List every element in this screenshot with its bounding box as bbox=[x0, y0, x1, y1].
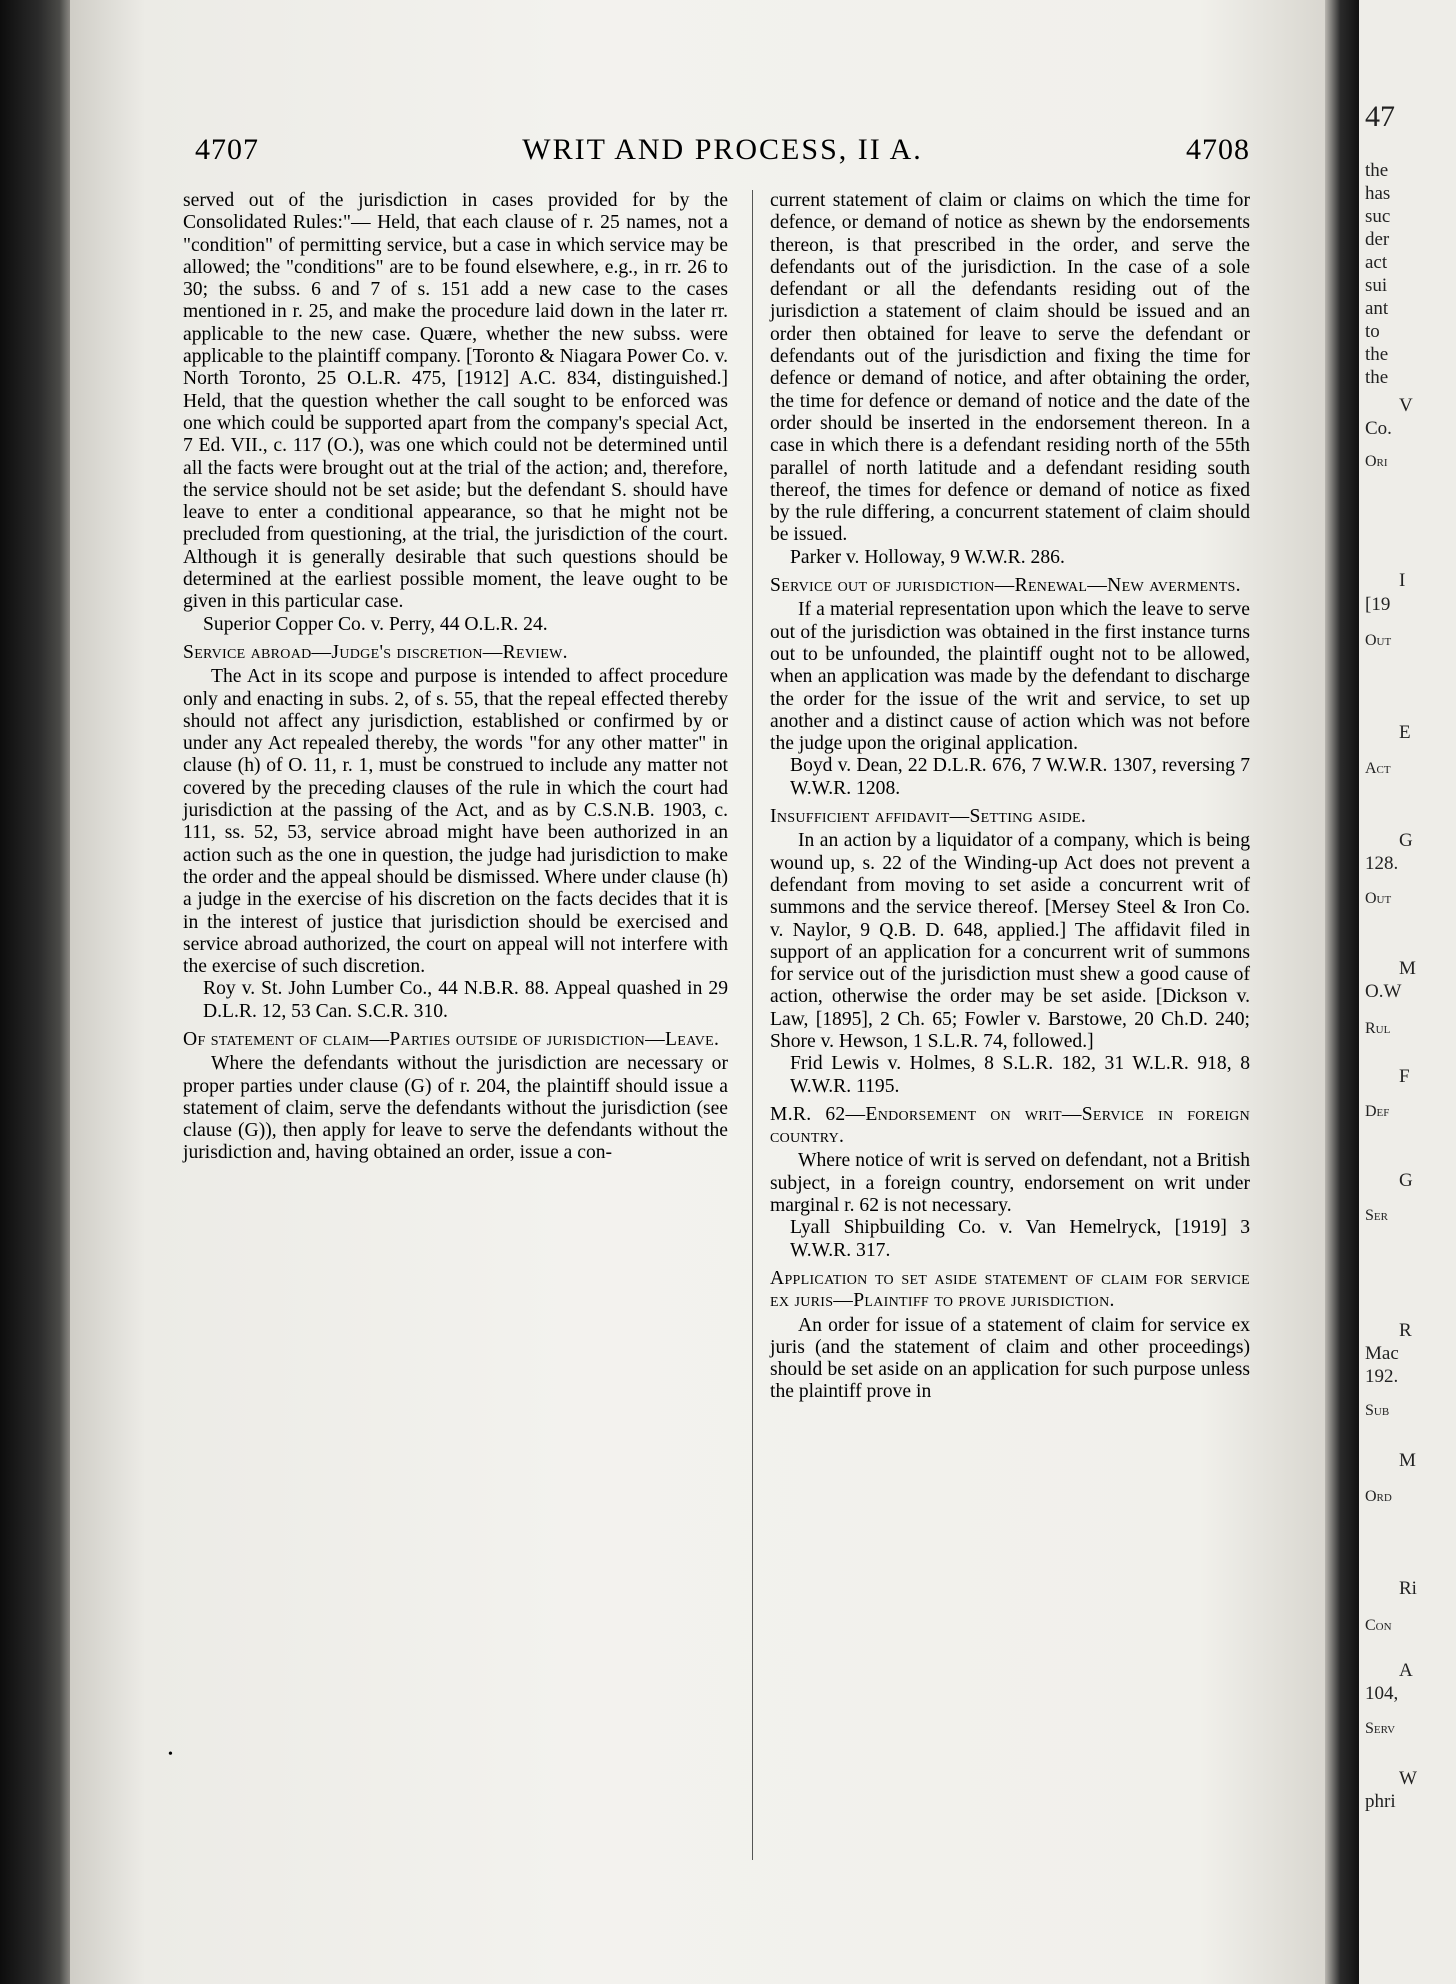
facing-fragment: der bbox=[1365, 229, 1390, 250]
paragraph: Where notice of writ is served on defendant, not a British subject, in a foreign country, endorsement on writ under marginal r. 62 is not necessary. bbox=[770, 1150, 1250, 1217]
section-heading: M.R. 62—Endorsement on writ—Service in foreign country. bbox=[770, 1103, 1250, 1148]
facing-fragment: E bbox=[1399, 722, 1411, 743]
facing-fragment: the bbox=[1365, 160, 1389, 181]
left-column bbox=[183, 190, 728, 1165]
case-citation: Lyall Shipbuilding Co. v. Van Hemelryck, [1919] 3 W.W.R. 317. bbox=[790, 1217, 1250, 1261]
facing-fragment: sui bbox=[1365, 275, 1388, 296]
facing-fragment: Sub bbox=[1365, 1402, 1390, 1419]
case-citation: Parker v. Holloway, 9 W.W.R. 286. bbox=[790, 546, 1065, 568]
facing-fragment: M bbox=[1399, 1450, 1416, 1471]
facing-fragment: Serv bbox=[1365, 1720, 1396, 1737]
facing-fragment: Rul bbox=[1365, 1020, 1391, 1037]
facing-fragment: Out bbox=[1365, 890, 1392, 907]
section-heading: Service out of jurisdiction—Renewal—New averments. bbox=[770, 575, 1241, 597]
paragraph: An order for issue of a statement of claim for service ex juris (and the statement of claim and other proceedings) should be set aside on an application for such purpose unless the plaintiff prove in bbox=[770, 1314, 1250, 1403]
page-number-right: 4708 bbox=[1186, 133, 1250, 166]
facing-fragment: Co. bbox=[1365, 418, 1392, 439]
book-spine bbox=[0, 0, 70, 1984]
facing-fragment: Con bbox=[1365, 1617, 1392, 1634]
facing-fragment: the bbox=[1365, 367, 1389, 388]
facing-fragment: Mac bbox=[1365, 1343, 1399, 1364]
facing-fragment: V bbox=[1399, 395, 1413, 416]
facing-fragment: ant bbox=[1365, 298, 1389, 319]
facing-fragment: G bbox=[1399, 830, 1413, 851]
case-citation: Roy v. St. John Lumber Co., 44 N.B.R. 88. Appeal quashed in 29 D.L.R. 12, 53 Can. S.C.R. 310. bbox=[203, 978, 728, 1022]
right-column bbox=[770, 190, 1250, 1404]
facing-fragment: Ori bbox=[1365, 453, 1388, 470]
case-citation: Frid Lewis v. Holmes, 8 S.L.R. 182, 31 W.L.R. 918, 8 W.W.R. 1195. bbox=[790, 1053, 1250, 1097]
section-heading: Insufficient affidavit—Setting aside. bbox=[770, 806, 1087, 828]
facing-fragment: W bbox=[1399, 1768, 1417, 1789]
paragraph: served out of the jurisdiction in cases provided for by the Consolidated Rules:"— Held, that each clause of r. 25 names, not a "condition" of permitting service, but a case in which service may be allowed; the "conditions" are to be found elsewhere, e.g., in rr. 26 to 30; the subss. 6 and 7 of s. 151 add a new case to the cases mentioned in r. 25, and make the procedure laid down in the later rr. applicable to the new case. Quære, whether the new subss. were applicable to the plaintiff company. [Toronto & Niagara Power Co. v. North Toronto, 25 O.L.R. 475, [1912] A.C. 834, distinguished.] Held, that the question whether the call sought to be enforced was one which could be supported apart from the company's special Act, 7 Ed. VII., c. 117 (O.), was one which could not be determined until all the facts were brought out at the trial of the action; and, therefore, the service should not be set aside; but the defendant S. should have leave to enter a conditional appearance, so that he might not be precluded from questioning, at the trial, the jurisdiction of the court. Although it is generally desirable that such questions should be determined at the earliest possible moment, the leave ought to be given in this particular case. bbox=[183, 190, 728, 613]
facing-fragment: R bbox=[1399, 1320, 1412, 1341]
page-number-left: 4707 bbox=[195, 133, 259, 166]
paragraph: The Act in its scope and purpose is intended to affect procedure only and enacting in subs. 2, of s. 55, that the repeal effected thereby should not affect any jurisdiction, established or confirmed by or under any Act repealed thereby, the words "for any other matter" in clause (h) of O. 11, r. 1, must be construed to include any matter not covered by the preceding clauses of the rule in which the court had jurisdiction at the passing of the Act, and as by C.S.N.B. 1903, c. 111, ss. 52, 53, service abroad might have been authorized in an action such as the one in question, the judge had jurisdiction to make the order and the appeal should be dismissed. Where under clause (h) a judge in the exercise of his discretion on the facts decides that it is in the interest of justice that jurisdiction should be exercised and service abroad authorized, the court on appeal will not interfere with the exercise of such discretion. bbox=[183, 666, 728, 978]
facing-page-number: 47 bbox=[1365, 100, 1395, 133]
paragraph: If a material representation upon which the leave to serve out of the jurisdiction was obtained in the first instance turns out to be unfounded, the plaintiff ought not to be allowed, when an application was made by the defendant to discharge the order for the issue of the writ and service, to set up another and a distinct cause of action which was not before the judge upon the original application. bbox=[770, 599, 1250, 755]
facing-fragment: 104, bbox=[1365, 1683, 1399, 1704]
facing-fragment: O.W bbox=[1365, 981, 1402, 1002]
facing-fragment: act bbox=[1365, 252, 1388, 273]
facing-fragment: M bbox=[1399, 958, 1416, 979]
facing-fragment: A bbox=[1399, 1660, 1413, 1681]
facing-fragment: Ord bbox=[1365, 1488, 1392, 1505]
running-title: WRIT AND PROCESS, II A. bbox=[522, 133, 923, 166]
running-header bbox=[195, 133, 1250, 173]
facing-fragment: [19 bbox=[1365, 594, 1391, 615]
case-citation: Boyd v. Dean, 22 D.L.R. 676, 7 W.W.R. 1307, reversing 7 W.W.R. 1208. bbox=[790, 755, 1250, 799]
facing-fragment: I bbox=[1399, 570, 1406, 591]
facing-page-edge bbox=[1359, 0, 1456, 1984]
margin-bullet: • bbox=[168, 1747, 173, 1762]
facing-fragment: to bbox=[1365, 321, 1380, 342]
facing-fragment: Act bbox=[1365, 760, 1391, 777]
facing-fragment: the bbox=[1365, 344, 1389, 365]
facing-fragment: G bbox=[1399, 1170, 1413, 1191]
section-heading: Application to set aside statement of claim for service ex juris—Plaintiff to prove jurisdiction. bbox=[770, 1267, 1250, 1312]
facing-fragment: Def bbox=[1365, 1103, 1390, 1120]
facing-fragment: Out bbox=[1365, 632, 1392, 649]
facing-fragment: 192. bbox=[1365, 1366, 1399, 1387]
paragraph: In an action by a liquidator of a company, which is being wound up, s. 22 of the Winding-up Act does not prevent a defendant from moving to set aside a concurrent writ of summons and the service thereof. [Mersey Steel & Iron Co. v. Naylor, 9 Q.B. D. 648, applied.] The affidavit filed in support of an application for a concurrent writ of summons for service out of the jurisdiction must shew a good cause of action, otherwise the order may be set aside. [Dickson v. Law, [1895], 2 Ch. 65; Fowler v. Barstowe, 20 Ch.D. 240; Shore v. Hewson, 1 S.L.R. 74, followed.] bbox=[770, 830, 1250, 1052]
facing-fragment: F bbox=[1399, 1066, 1410, 1087]
page-gutter bbox=[1325, 0, 1359, 1984]
column-divider bbox=[752, 190, 753, 1860]
paragraph: Where the defendants without the jurisdiction are necessary or proper parties under clause (G) of r. 204, the plaintiff should issue a statement of claim, serve the defendants without the jurisdiction (see clause (G)), then apply for leave to serve the defendants without the jurisdiction and, having obtained an order, issue a con- bbox=[183, 1053, 728, 1164]
facing-fragment: 128. bbox=[1365, 853, 1399, 874]
facing-fragment: has bbox=[1365, 183, 1391, 204]
paragraph: current statement of claim or claims on which the time for defence, or demand of notice as shewn by the endorsements thereon, is that prescribed in the order, and serve the defendants out of the jurisdiction. In the case of a sole defendant or all the defendants residing out of the jurisdiction a statement of claim should be issued and an order then obtained for leave to serve the defendant or defendants out of the jurisdiction and fixing the time for defence or demand of notice, and after obtaining the order, the time for defence or demand of notice and the date of the order should be inserted in the endorsement thereon. In a case in which there is a defendant residing north of the 55th parallel of north latitude and a defendant residing south thereof, the times for defence or demand of notice as fixed by the rule differing, a concurrent statement of claim should be issued. bbox=[770, 190, 1250, 546]
facing-fragment: Ri bbox=[1399, 1578, 1417, 1599]
facing-fragment: suc bbox=[1365, 206, 1391, 227]
facing-fragment: Ser bbox=[1365, 1207, 1388, 1224]
section-heading: Of statement of claim—Parties outside of jurisdiction—Leave. bbox=[183, 1028, 720, 1050]
section-heading: Service abroad—Judge's discretion—Review. bbox=[183, 641, 568, 663]
case-citation: Superior Copper Co. v. Perry, 44 O.L.R. 24. bbox=[203, 613, 548, 635]
facing-fragment: phri bbox=[1365, 1791, 1396, 1812]
